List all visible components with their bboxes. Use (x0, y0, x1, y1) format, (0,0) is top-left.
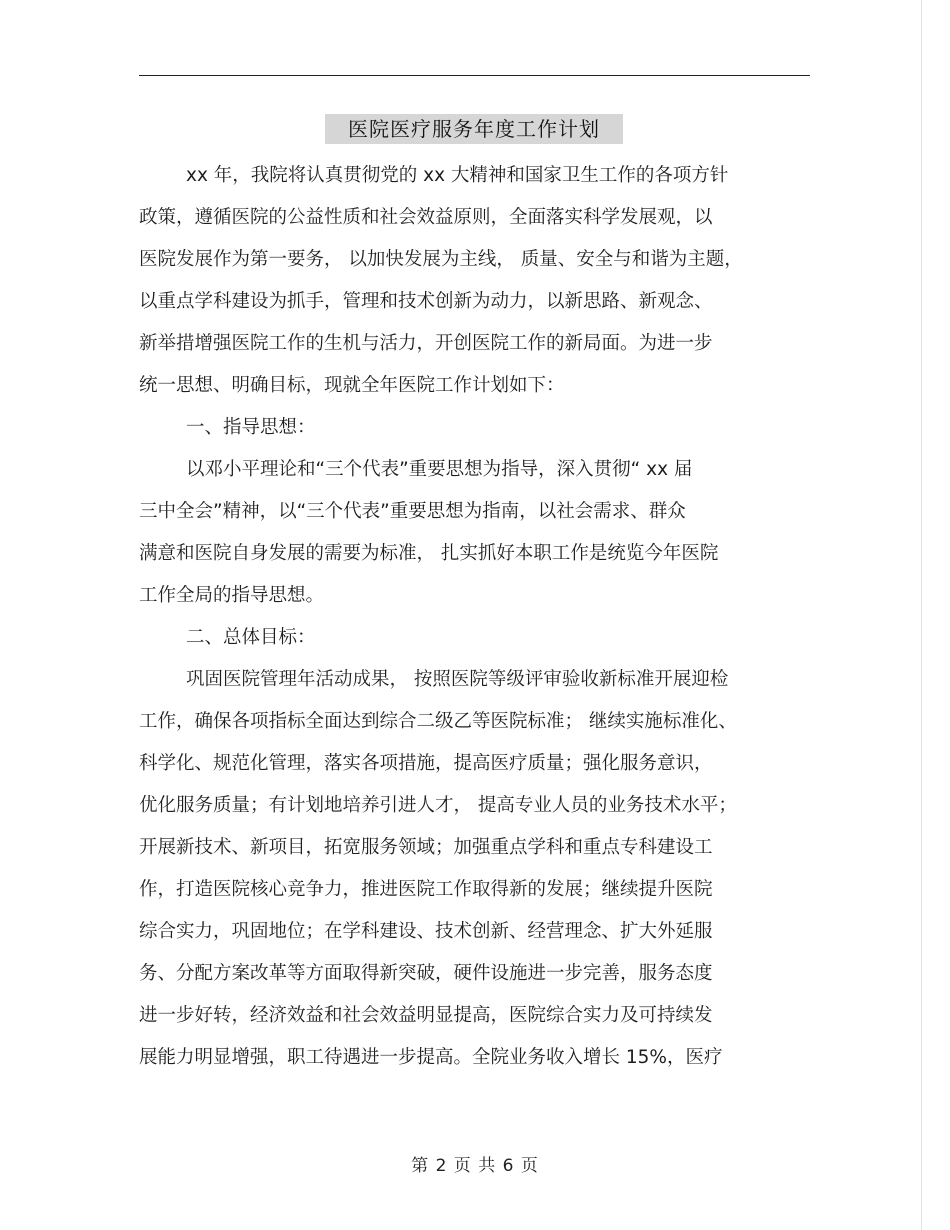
paragraph-line: 满意和医院自身发展的需要为标准， 扎实抓好本职工作是统览今年医院 (139, 543, 719, 564)
document-title: 医院医疗服务年度工作计划 (325, 114, 623, 144)
section-heading: 一、指导思想： (186, 417, 316, 438)
paragraph-line: 工作，确保各项指标全面达到综合二级乙等医院标准； 继续实施标准化、 (139, 711, 737, 732)
paragraph-line: 政策，遵循医院的公益性质和社会效益原则，全面落实科学发展观，以 (139, 207, 713, 228)
paragraph-line: 以邓小平理论和“三个代表”重要思想为指导，深入贯彻“ xx 届 (186, 459, 693, 480)
paragraph-line: 进一步好转，经济效益和社会效益明显提高，医院综合实力及可持续发 (139, 1005, 713, 1026)
header-rule (139, 75, 810, 76)
paragraph-line: 新举措增强医院工作的生机与活力，开创医院工作的新局面。为进一步 (139, 333, 713, 354)
paragraph-line: 以重点学科建设为抓手，管理和技术创新为动力，以新思路、新观念、 (139, 291, 713, 312)
paragraph-line: xx 年，我院将认真贯彻党的 xx 大精神和国家卫生工作的各项方针 (186, 165, 729, 186)
paragraph-line: 工作全局的指导思想。 (139, 585, 325, 606)
paragraph-line: 务、分配方案改革等方面取得新突破，硬件设施进一步完善，服务态度 (139, 963, 713, 984)
paragraph-line: 展能力明显增强，职工待遇进一步提高。全院业务收入增长 15%，医疗 (139, 1047, 723, 1068)
paragraph-line: 综合实力，巩固地位；在学科建设、技术创新、经营理念、扩大外延服 (139, 921, 713, 942)
paragraph-line: 科学化、规范化管理，落实各项措施，提高医疗质量；强化服务意识， (139, 753, 713, 774)
page-number-footer: 第 2 页 共 6 页 (411, 1156, 539, 1176)
section-heading: 二、总体目标： (186, 627, 316, 648)
paragraph-line: 巩固医院管理年活动成果， 按照医院等级评审验收新标准开展迎检 (186, 669, 729, 690)
paragraph-line: 三中全会”精神，以“三个代表”重要思想为指南，以社会需求、群众 (139, 501, 686, 522)
paragraph-line: 医院发展作为第一要务， 以加快发展为主线， 质量、安全与和谐为主题， (139, 249, 743, 270)
document-body (139, 158, 810, 1082)
paragraph-line: 作，打造医院核心竞争力，推进医院工作取得新的发展；继续提升医院 (139, 879, 713, 900)
paragraph-line: 统一思想、明确目标，现就全年医院工作计划如下： (139, 375, 565, 396)
paragraph-line: 开展新技术、新项目，拓宽服务领域；加强重点学科和重点专科建设工 (139, 837, 713, 858)
paragraph-line: 优化服务质量；有计划地培养引进人才， 提高专业人员的业务技术水平； (139, 795, 737, 816)
page-right-edge (921, 0, 922, 1230)
